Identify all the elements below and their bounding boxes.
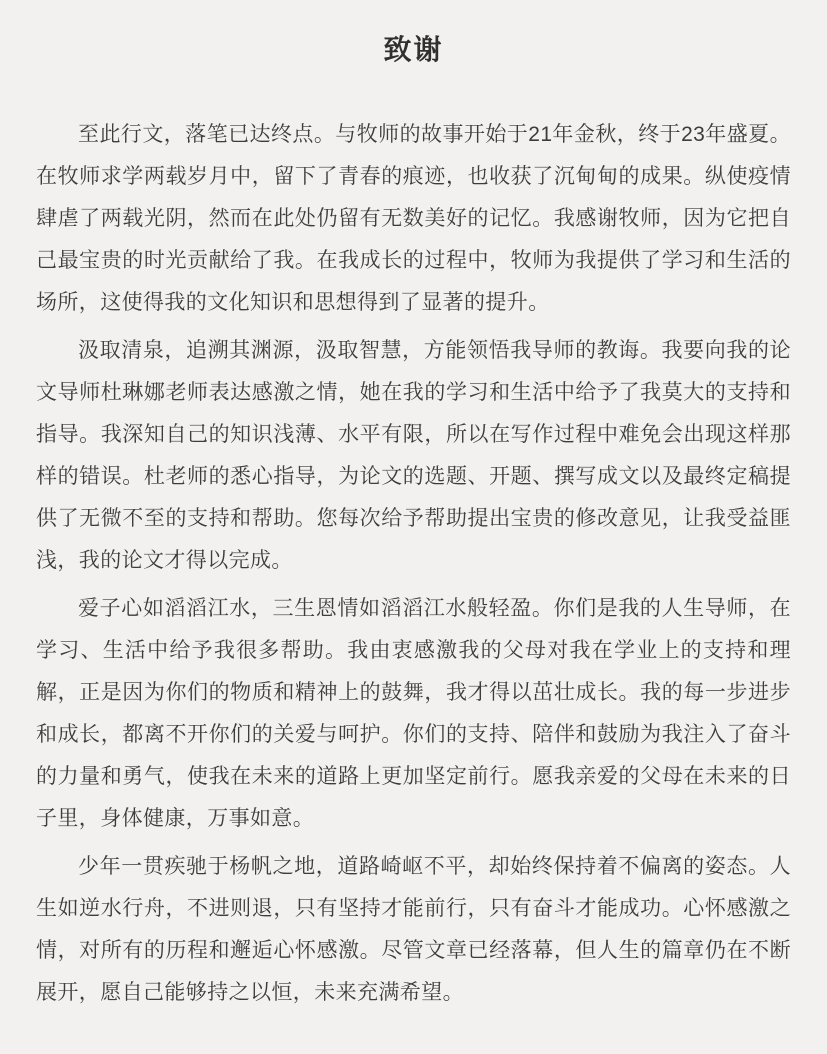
paragraph: 至此行文，落笔已达终点。与牧师的故事开始于21年金秋，终于23年盛夏。在牧师求学两载岁月中，留下了青春的痕迹，也收获了沉甸甸的成果。纵使疫情肆虐了两载光阴，然而在此处仍留有无数美好的记忆。我感谢牧师，因为它把自己最宝贵的时光贡献给了我。在我成长的过程中，牧师为我提供了学习和生活的场所，这使得我的文化知识和思想得到了显著的提升。	[36, 123, 791, 314]
page-title: 致谢	[383, 34, 444, 65]
document-body	[36, 114, 791, 1014]
paragraph: 少年一贯疾驰于杨帆之地，道路崎岖不平，却始终保持着不偏离的姿态。人生如逆水行舟，不进则退，只有坚持才能前行，只有奋斗才能成功。心怀感激之情，对所有的历程和邂逅心怀感激。尽管文章已经落幕，但人生的篇章仍在不断展开，愿自己能够持之以恒，未来充满希望。	[36, 855, 791, 1004]
paragraph: 爱子心如滔滔江水，三生恩情如滔滔江水般轻盈。你们是我的人生导师，在学习、生活中给予我很多帮助。我由衷感激我的父母对我在学业上的支持和理解，正是因为你们的物质和精神上的鼓舞，我才得以茁壮成长。我的每一步进步和成长，都离不开你们的关爱与呵护。你们的支持、陪伴和鼓励为我注入了奋斗的力量和勇气，使我在未来的道路上更加坚定前行。愿我亲爱的父母在未来的日子里，身体健康，万事如意。	[36, 597, 791, 830]
paragraph: 汲取清泉，追溯其渊源，汲取智慧，方能领悟我导师的教诲。我要向我的论文导师杜琳娜老师表达感激之情，她在我的学习和生活中给予了我莫大的支持和指导。我深知自己的知识浅薄、水平有限，所以在写作过程中难免会出现这样那样的错误。杜老师的悉心指导，为论文的选题、开题、撰写成文以及最终定稿提供了无微不至的支持和帮助。您每次给予帮助提出宝贵的修改意见，让我受益匪浅，我的论文才得以完成。	[36, 339, 791, 572]
